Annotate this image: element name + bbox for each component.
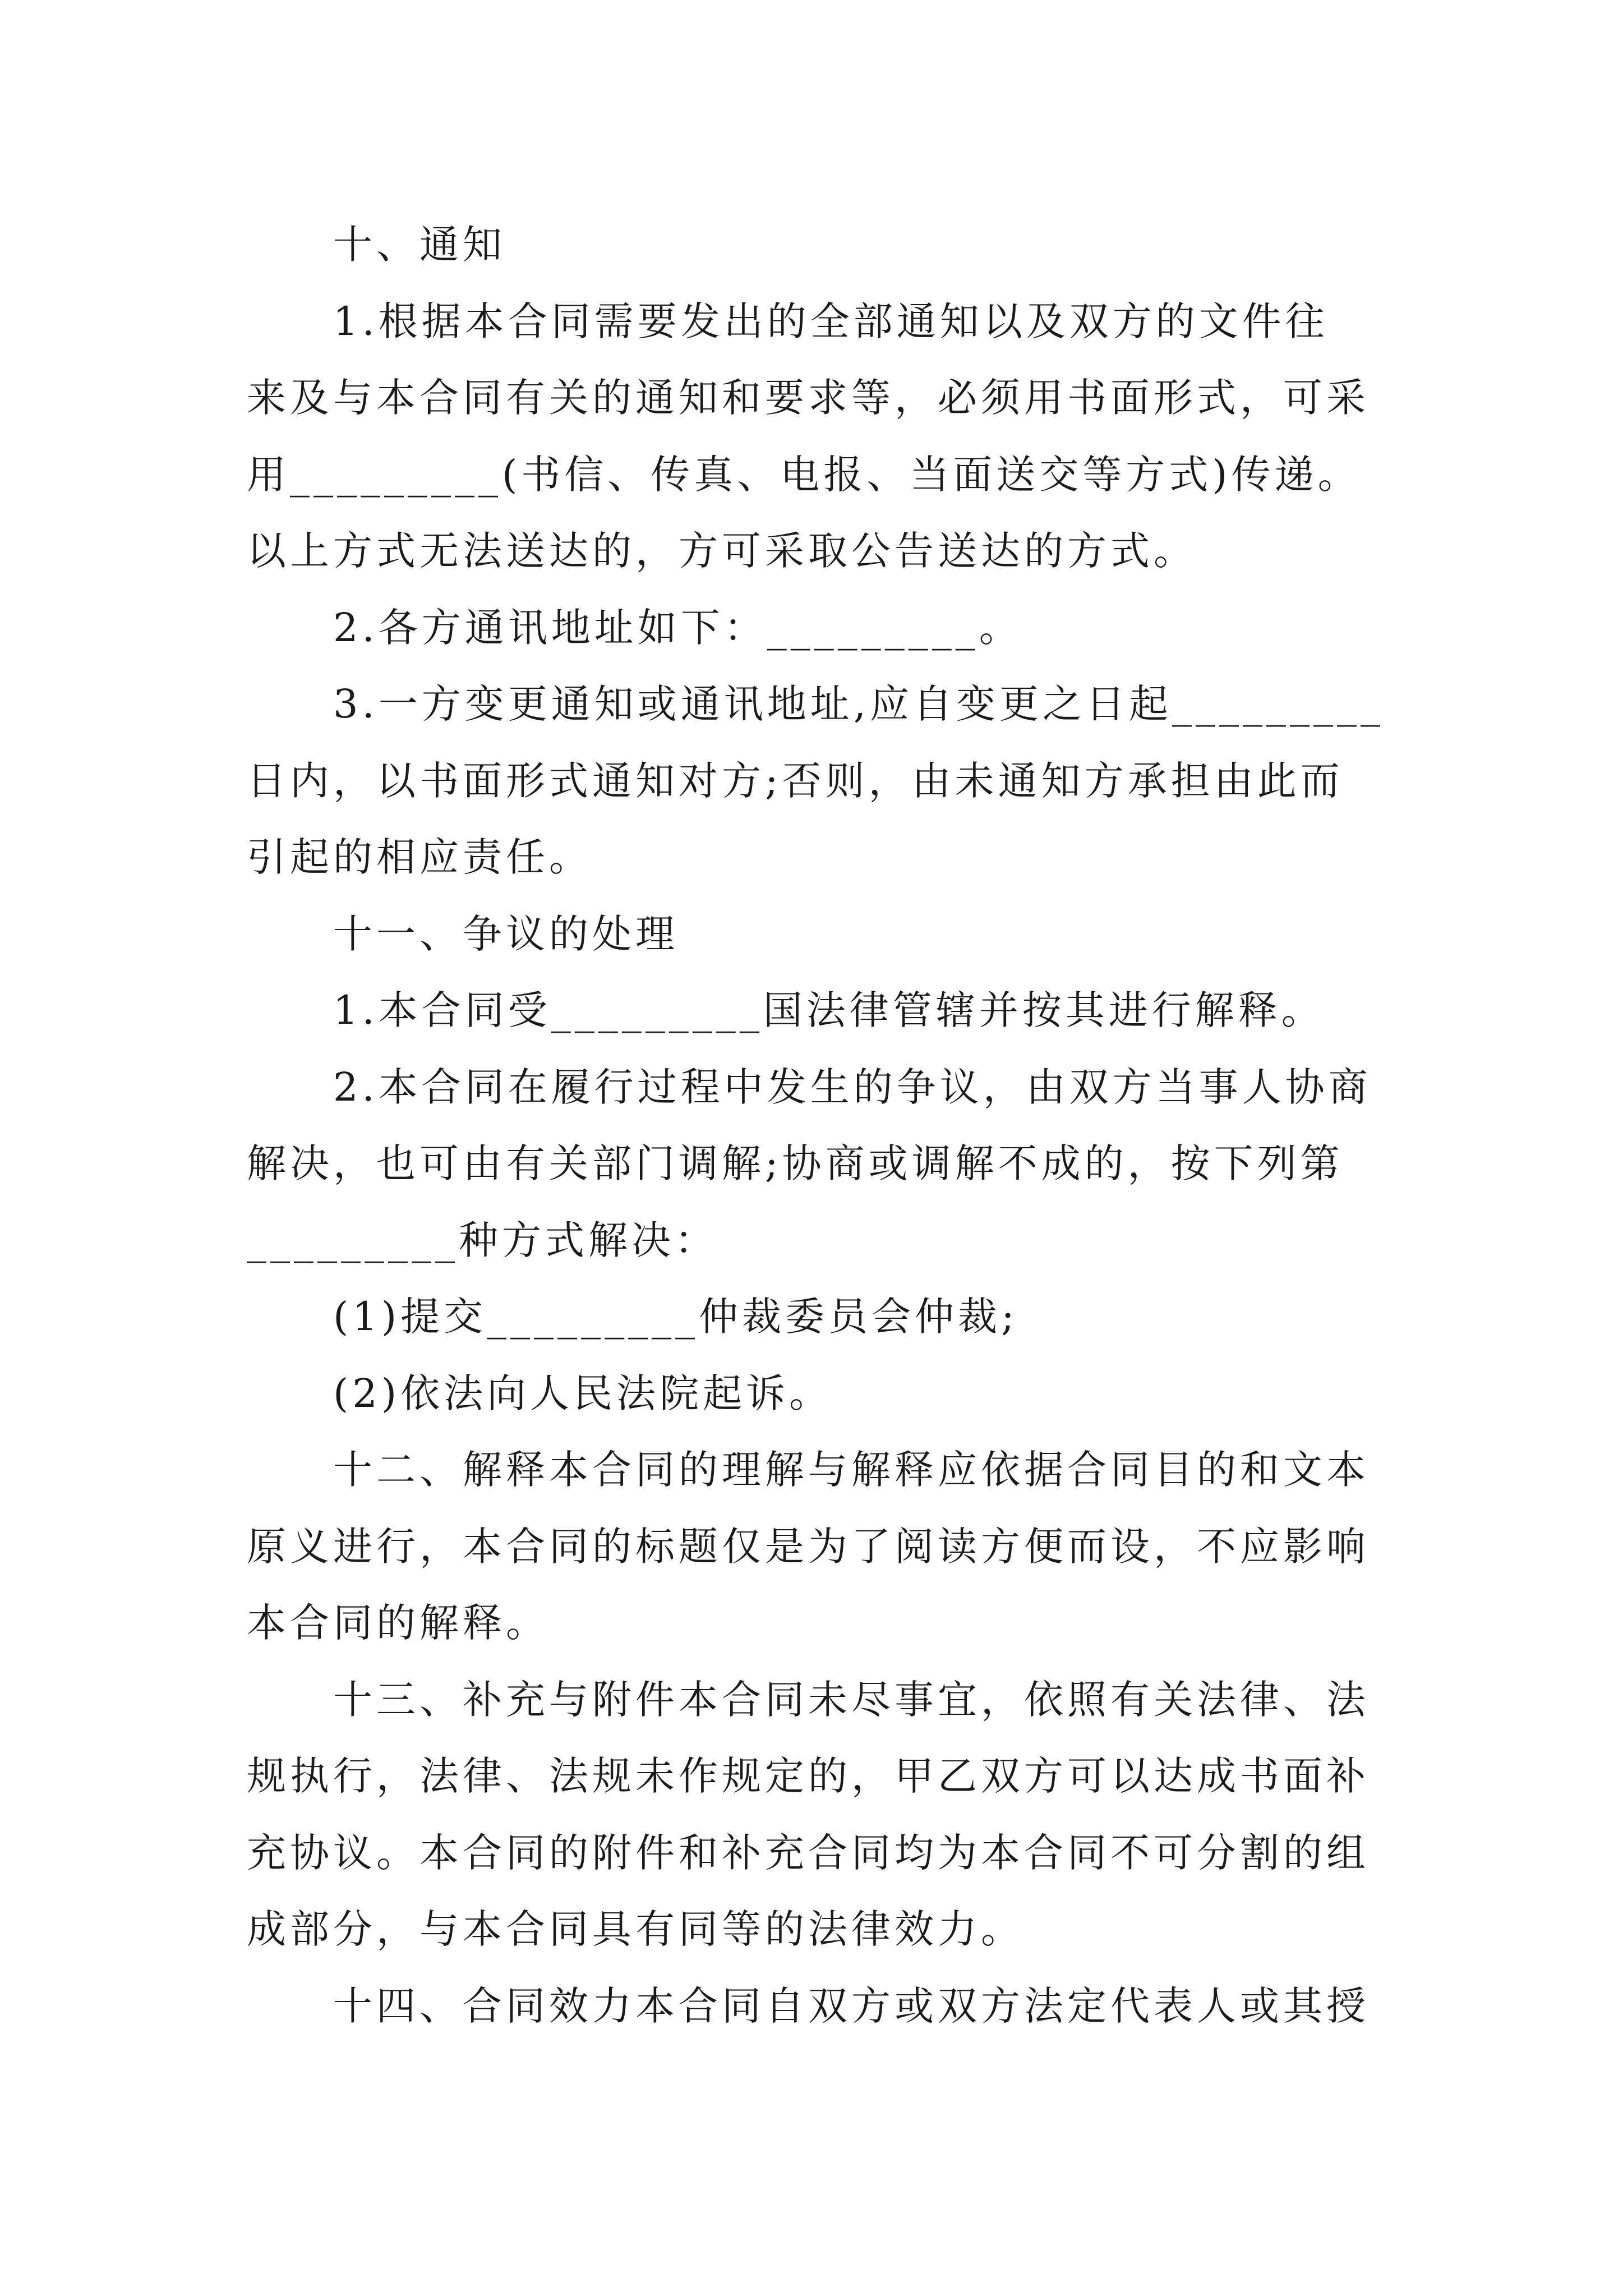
text-line: 引起的相应责任。	[247, 834, 592, 880]
text-line: 解决，也可由有关部门调解;协商或调解不成的，按下列第	[247, 1140, 1344, 1186]
text-line: _________种方式解决：	[247, 1217, 718, 1263]
text-line: (2)依法向人民法院起诉。	[333, 1370, 833, 1416]
text-line: 1.根据本合同需要发出的全部通知以及双方的文件往	[333, 298, 1329, 344]
text-line: 充协议。本合同的附件和补充合同均为本合同不可分割的组	[247, 1829, 1370, 1876]
section-heading-effect: 十四、合同效力本合同自双方或双方法定代表人或其授	[333, 1982, 1370, 2029]
document-body	[247, 206, 1387, 2044]
text-line: 成部分，与本合同具有同等的法律效力。	[247, 1906, 1024, 1952]
text-line: 2.本合同在履行过程中发生的争议，由双方当事人协商	[333, 1064, 1372, 1110]
section-heading-interpretation: 十二、解释本合同的理解与解释应依据合同目的和文本	[333, 1447, 1370, 1493]
text-line: 原义进行，本合同的标题仅是为了阅读方便而设，不应影响	[247, 1523, 1370, 1570]
section-heading-supplement: 十三、补充与附件本合同未尽事宜，依照有关法律、法	[333, 1676, 1370, 1723]
section-heading-dispute: 十一、争议的处理	[333, 910, 679, 957]
text-line: 2.各方通讯地址如下：_________。	[333, 604, 1022, 651]
section-heading-notice: 十、通知	[333, 222, 506, 268]
text-line: 1.本合同受_________国法律管辖并按其进行解释。	[333, 987, 1325, 1033]
text-line: 日内，以书面形式通知对方;否则，由未通知方承担由此而	[247, 757, 1344, 804]
text-line: 以上方式无法送达的，方可采取公告送达的方式。	[247, 528, 1197, 574]
text-line: 本合同的解释。	[247, 1600, 549, 1646]
text-line: 来及与本合同有关的通知和要求等，必须用书面形式，可采	[247, 375, 1370, 421]
text-line: (1)提交_________仲裁委员会仲裁;	[333, 1294, 1018, 1340]
text-line: 规执行，法律、法规未作规定的，甲乙双方可以达成书面补	[247, 1753, 1370, 1799]
text-line: 3.一方变更通知或通讯地址,应自变更之日起_________	[333, 681, 1385, 727]
text-line: 用_________(书信、传真、电报、当面送交等方式)传递。	[247, 451, 1361, 498]
